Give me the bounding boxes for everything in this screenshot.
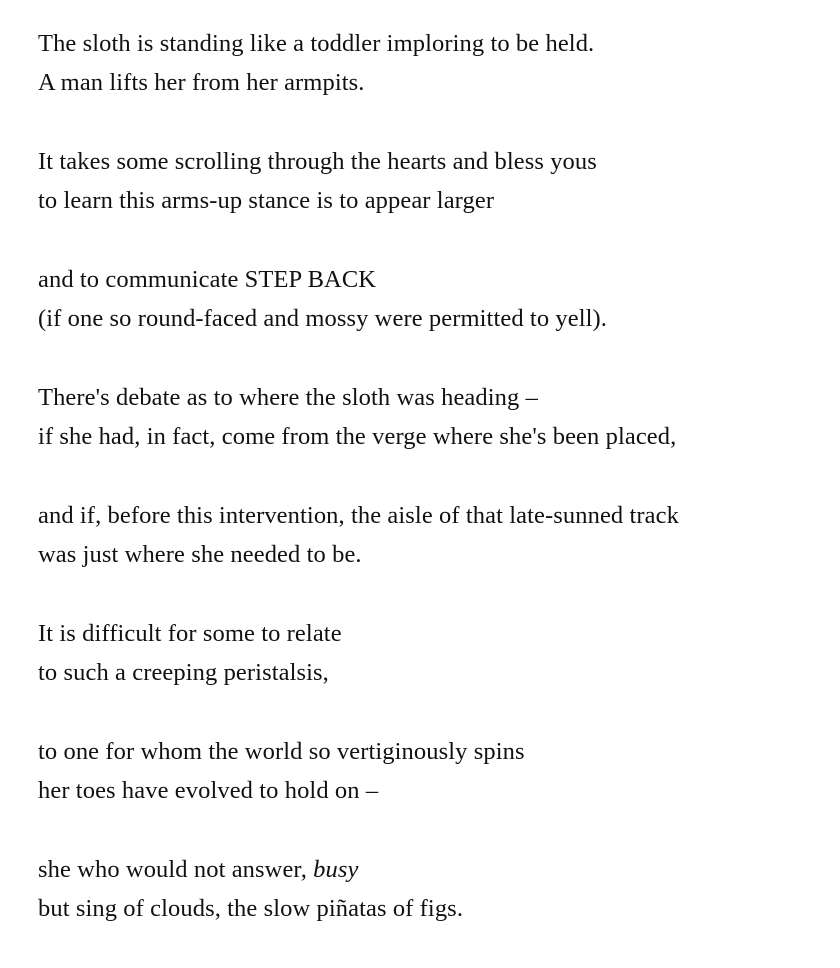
stanza-3 — [38, 260, 679, 338]
stanza-1 — [38, 24, 679, 102]
stanza-5 — [38, 496, 679, 574]
stanza-6 — [38, 614, 679, 692]
poem-line: and to communicate STEP BACK — [38, 266, 377, 293]
poem-line: and if, before this intervention, the aisle of that late-sunned track — [38, 502, 679, 529]
poem-line: It is difficult for some to relate — [38, 620, 342, 647]
poem — [38, 24, 679, 968]
stanza-7 — [38, 732, 679, 810]
poem-line: A man lifts her from her armpits. — [38, 69, 365, 96]
poem-line: to such a creeping peristalsis, — [38, 659, 329, 686]
poem-line: It takes some scrolling through the hearts and bless yous — [38, 148, 597, 175]
poem-line: There's debate as to where the sloth was heading – — [38, 384, 538, 411]
poem-line: to one for whom the world so vertiginously spins — [38, 738, 525, 765]
poem-line: was just where she needed to be. — [38, 541, 362, 568]
poem-line: if she had, in fact, come from the verge where she's been placed, — [38, 423, 677, 450]
stanza-8 — [38, 850, 679, 928]
poem-line-text: she who would not answer, — [38, 856, 314, 883]
poem-line: The sloth is standing like a toddler imploring to be held. — [38, 30, 595, 57]
stanza-2 — [38, 142, 679, 220]
poem-line: but sing of clouds, the slow piñatas of figs. — [38, 895, 464, 922]
italic-word: busy — [313, 856, 359, 883]
poem-line: to learn this arms-up stance is to appear larger — [38, 187, 495, 214]
poem-line: (if one so round-faced and mossy were permitted to yell). — [38, 305, 608, 332]
poem-line — [38, 850, 679, 889]
stanza-4 — [38, 378, 679, 456]
poem-line: her toes have evolved to hold on – — [38, 777, 379, 804]
